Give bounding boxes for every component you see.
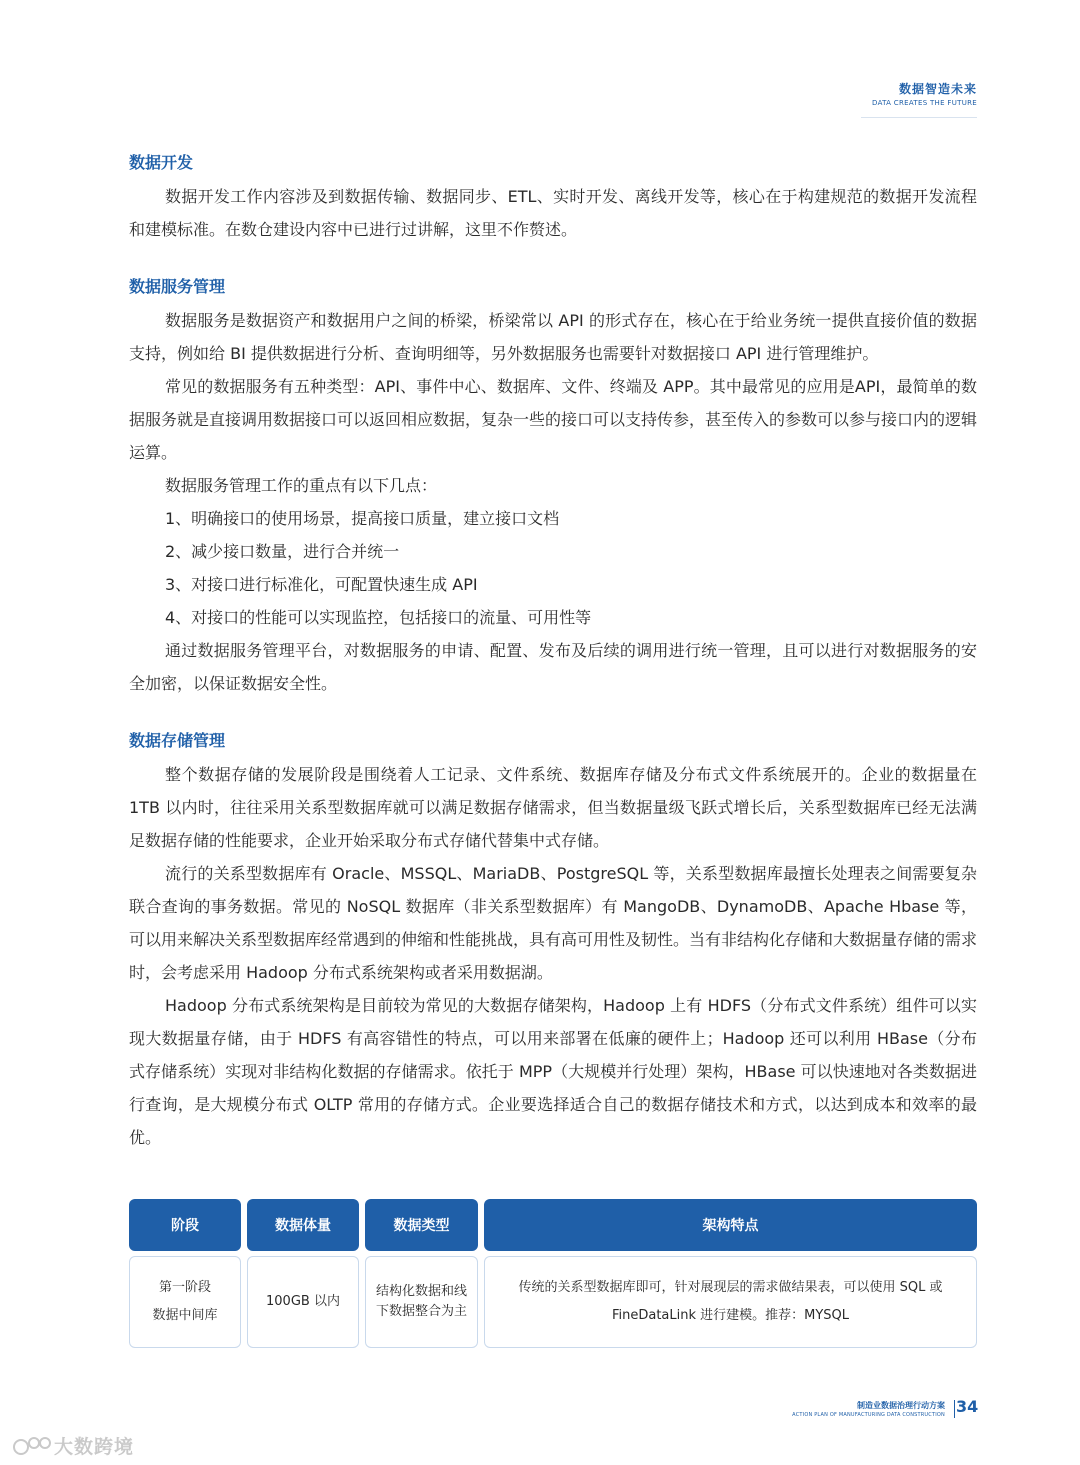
stage-line: 数据中间库 <box>152 1308 218 1323</box>
type-line: 结构化数据和线 <box>375 1284 467 1299</box>
arch-line: 传统的关系型数据库即可，针对展现层的需求做结果表，可以使用 SQL 或 <box>518 1280 943 1295</box>
table-header-cell: 架构特点 <box>484 1199 977 1251</box>
section-data-development <box>129 150 977 246</box>
section-title: 数据服务管理 <box>129 277 226 296</box>
paragraph: 数据开发工作内容涉及到数据传输、数据同步、ETL、实时开发、离线开发等，核心在于构建规范的数据开发流程和建模标准。在数仓建设内容中已进行过讲解，这里不作赘述。 <box>129 187 977 239</box>
table-header-cell: 阶段 <box>129 1199 241 1251</box>
paragraph: 数据服务是数据资产和数据用户之间的桥梁，桥梁常以 API 的形式存在，核心在于给业务统一提供直接价值的数据支持，例如给 BI 提供数据进行分析、查询明细等，另外数据服务也需要针对数据接口 API 进行管理维护。 <box>129 311 977 363</box>
header-divider <box>861 117 977 118</box>
page-number: 34 <box>956 1397 979 1416</box>
table-cell-stage <box>129 1256 241 1348</box>
header-title: 数据智造未来 <box>898 82 977 96</box>
section-title: 数据开发 <box>129 153 194 172</box>
list-item: 4、对接口的性能可以实现监控，包括接口的流量、可用性等 <box>165 608 592 627</box>
paragraph: 流行的关系型数据库有 Oracle、MSSQL、MariaDB、PostgreSQL 等，关系型数据库最擅长处理表之间需要复杂联合查询的事务数据。常见的 NoSQL 数据库（非关系型数据库）有 MangoDB、DynamoDB、Apache Hbase 等，可以用来解决关系型数据库经常遇到的伸缩和性能挑战，具有高可用性及韧性。当有非结构化存储和大数据量存储的需求时，会考虑采用 Hadoop 分布式系统架构或者采用数据湖。 <box>129 864 978 982</box>
section-title: 数据存储管理 <box>129 731 226 750</box>
list-item: 3、对接口进行标准化，可配置快速生成 API <box>165 575 478 594</box>
paragraph: 数据服务管理工作的重点有以下几点： <box>165 476 438 495</box>
arch-line: FineDataLink 进行建模。推荐：MYSQL <box>611 1308 850 1323</box>
section-data-service <box>129 274 977 700</box>
type-line: 下数据整合为主 <box>375 1304 467 1319</box>
stage-line: 第一阶段 <box>158 1280 211 1295</box>
watermark-logo-icon <box>12 1435 52 1457</box>
table-cell-volume: 100GB 以内 <box>247 1256 359 1348</box>
header-subtitle: DATA CREATES THE FUTURE <box>872 99 977 107</box>
section-data-storage <box>129 728 977 1154</box>
list-item: 1、明确接口的使用场景，提高接口质量，建立接口文档 <box>165 509 560 528</box>
watermark-text: 大数跨境 <box>54 1436 135 1458</box>
main-content <box>129 150 977 1182</box>
table-cell-architecture <box>484 1256 977 1348</box>
storage-stage-table <box>129 1199 977 1349</box>
footer-title: 制造业数据治理行动方案 <box>857 1401 945 1410</box>
footer-title-block <box>792 1400 945 1418</box>
paragraph: 常见的数据服务有五种类型：API、事件中心、数据库、文件、终端及 APP。其中最常见的应用是API，最简单的数据服务就是直接调用数据接口可以返回相应数据，复杂一些的接口可以支持传参，甚至传入的参数可以参与接口内的逻辑运算。 <box>129 377 978 462</box>
paragraph: 整个数据存储的发展阶段是围绕着人工记录、文件系统、数据库存储及分布式文件系统展开的。企业的数据量在 1TB 以内时，往往采用关系型数据库就可以满足数据存储需求，但当数据量级飞跃式增长后，关系型数据库已经无法满足数据存储的性能要求，企业开始采取分布式存储代替集中式存储。 <box>129 765 977 850</box>
paragraph: 通过数据服务管理平台，对数据服务的申请、配置、发布及后续的调用进行统一管理，且可以进行对数据服务的安全加密，以保证数据安全性。 <box>129 641 977 693</box>
table-cell-type <box>365 1256 478 1348</box>
table-header-cell: 数据类型 <box>365 1199 478 1251</box>
list-item: 2、减少接口数量，进行合并统一 <box>165 542 400 561</box>
footer-subtitle: ACTION PLAN OF MANUFACTURING DATA CONSTRUCTION <box>792 1412 945 1418</box>
footer-divider <box>954 1400 955 1418</box>
paragraph: Hadoop 分布式系统架构是目前较为常见的大数据存储架构，Hadoop 上有 HDFS（分布式文件系统）组件可以实现大数据量存储，由于 HDFS 有高容错性的特点，可以用来部署在低廉的硬件上；Hadoop 还可以利用 HBase（分布式存储系统）实现对非结构化数据的存储需求。依托于 MPP（大规模并行处理）架构，HBase 可以快速地对各类数据进行查询，是大规模分布式 OLTP 常用的存储方式。企业要选择适合自己的数据存储技术和方式，以达到成本和效率的最优。 <box>129 996 977 1147</box>
table-header-cell: 数据体量 <box>247 1199 359 1251</box>
watermark <box>12 1432 134 1459</box>
